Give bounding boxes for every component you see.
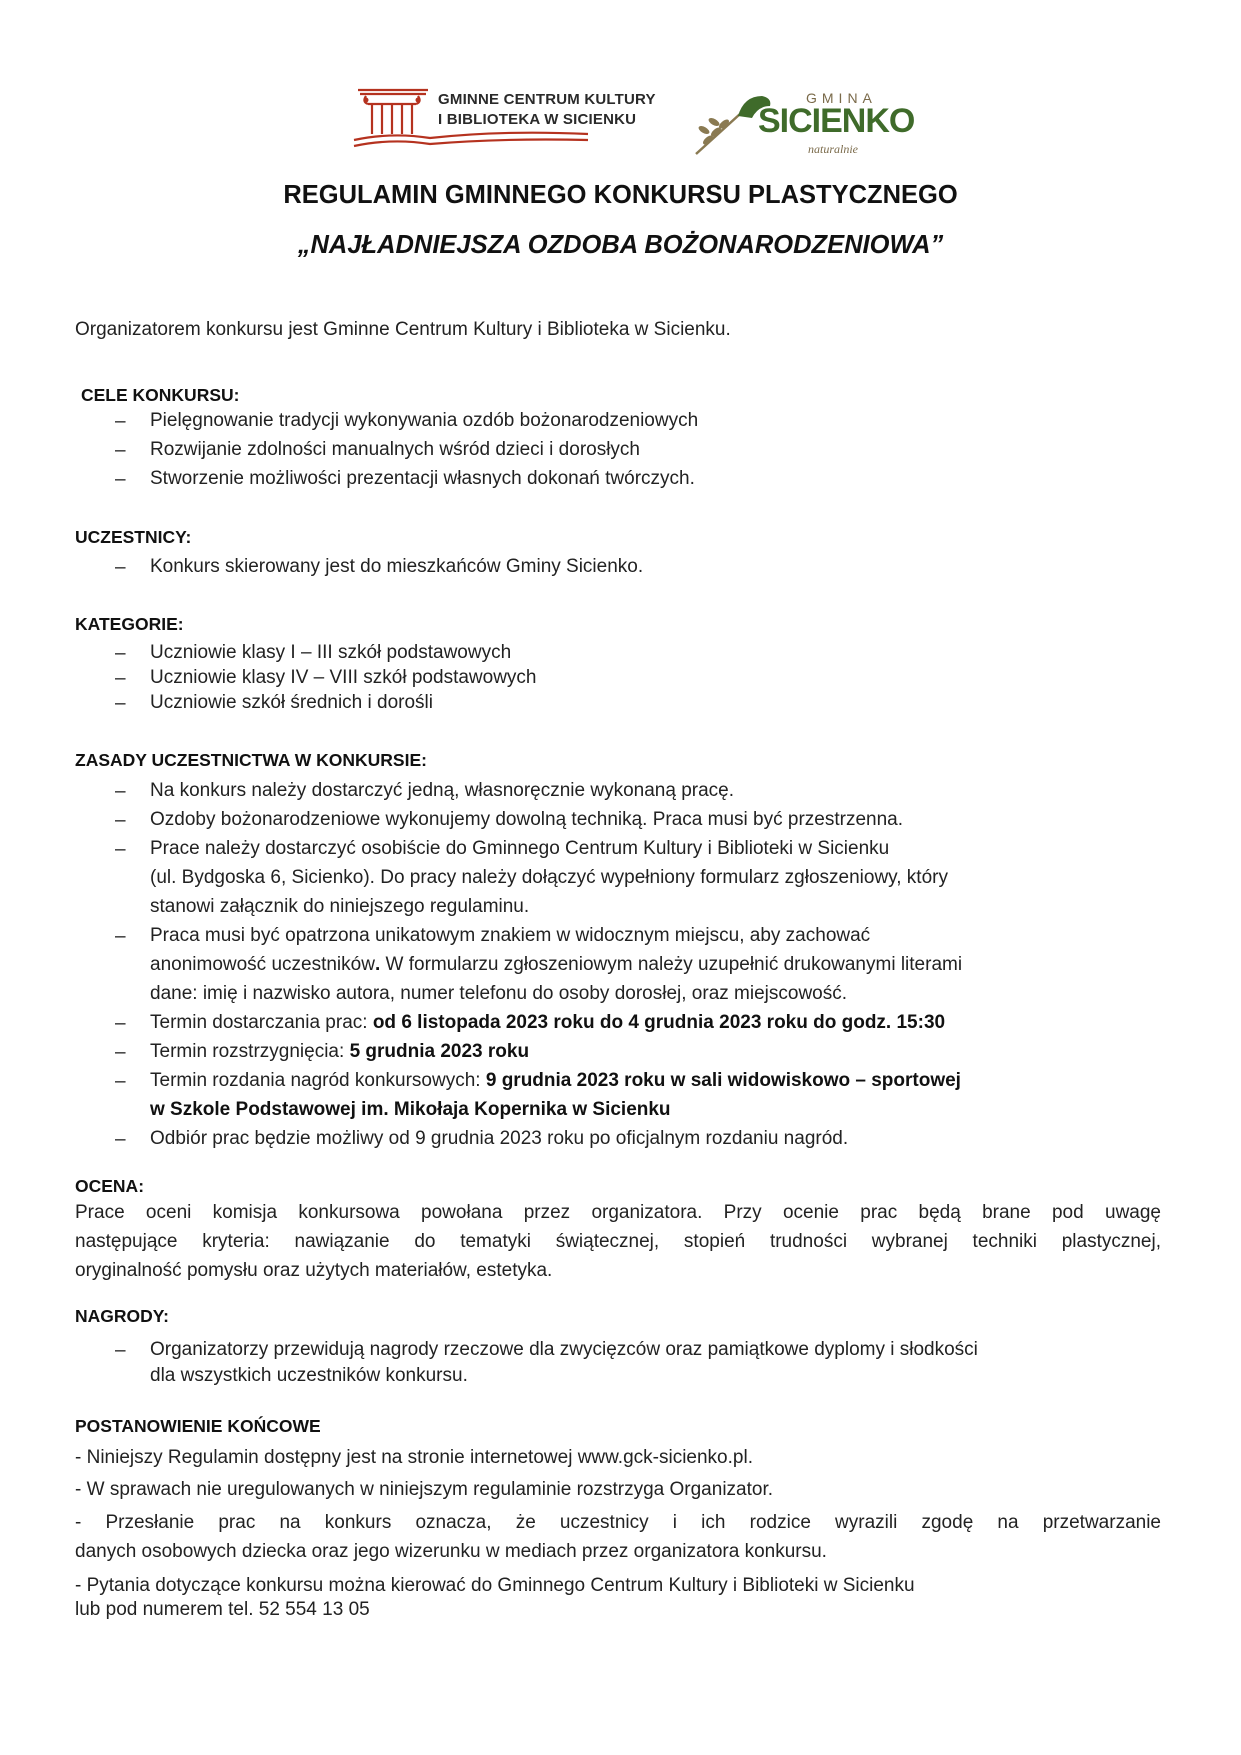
list-dash: – <box>115 469 126 490</box>
list-item-continuation <box>150 951 962 979</box>
final-provision-continuation: danych osobowych dziecka oraz jego wizerunku w mediach przez organizatora konkursu. <box>75 1541 827 1562</box>
awards-label: Termin rozdania nagród konkursowych: <box>150 1070 486 1091</box>
gck-logo-line1: GMINNE CENTRUM KULTURY <box>438 91 656 108</box>
section-heading-ocena: OCENA: <box>75 1176 145 1196</box>
resolution-date: 5 grudnia 2023 roku <box>349 1041 530 1062</box>
list-item: Rozwijanie zdolności manualnych wśród dzieci i dorosłych <box>150 439 641 460</box>
list-item-resolution-date <box>150 1038 529 1066</box>
list-item: Konkurs skierowany jest do mieszkańców Gminy Sicienko. <box>150 556 644 577</box>
list-item-continuation: stanowi załącznik do niniejszego regulaminu. <box>150 896 530 917</box>
list-item: Uczniowie szkół średnich i dorośli <box>150 692 433 713</box>
list-item: Prace należy dostarczyć osobiście do Gminnego Centrum Kultury i Biblioteki w Sicienku <box>150 838 890 859</box>
list-dash: – <box>115 1129 126 1150</box>
document-subtitle: „NAJŁADNIEJSZA OZDOBA BOŻONARODZENIOWA” <box>297 231 944 259</box>
list-dash: – <box>115 1071 126 1092</box>
list-item-continuation: (ul. Bydgoska 6, Sicienko). Do pracy należy dołączyć wypełniony formularz zgłoszeniowy, który <box>150 867 948 888</box>
list-dash: – <box>115 1013 126 1034</box>
list-dash: – <box>115 440 126 461</box>
resolution-label: Termin rozstrzygnięcia: <box>150 1041 350 1062</box>
list-item-awards-date <box>150 1067 961 1095</box>
list-dash: – <box>115 557 126 578</box>
section-heading-zasady: ZASADY UCZESTNICTWA W KONKURSIE: <box>75 750 427 770</box>
section-heading-uczestnicy: UCZESTNICY: <box>75 527 192 547</box>
final-provision: - Pytania dotyczące konkursu można kierować do Gminnego Centrum Kultury i Biblioteki w Sicienku <box>75 1575 915 1596</box>
list-item: Ozdoby bożonarodzeniowe wykonujemy dowolną techniką. Praca musi być przestrzenna. <box>150 809 904 830</box>
list-item-continuation: dane: imię i nazwisko autora, numer telefonu do osoby dorosłej, oraz miejscowość. <box>150 983 848 1004</box>
list-dash: – <box>115 411 126 432</box>
naturalnie-label: naturalnie <box>808 142 858 156</box>
ocena-line: oryginalność pomysłu oraz użytych materiałów, estetyka. <box>75 1260 553 1281</box>
list-dash: – <box>115 839 126 860</box>
list-item: Uczniowie klasy IV – VIII szkół podstawowych <box>150 667 537 688</box>
anonymity-text: anonimowość uczestników <box>150 954 375 975</box>
list-dash: – <box>115 1340 126 1361</box>
form-text: W formularzu zgłoszeniowym należy uzupełnić drukowanymi literami <box>380 954 963 975</box>
final-provision: - Niniejszy Regulamin dostępny jest na stronie internetowej www.gck-sicienko.pl. <box>75 1447 753 1468</box>
sicienko-label: SICIENKO <box>758 102 915 140</box>
list-item: Pielęgnowanie tradycji wykonywania ozdób bożonarodzeniowych <box>150 410 699 431</box>
list-item-continuation <box>150 1096 671 1124</box>
section-heading-cele: CELE KONKURSU: <box>81 385 240 405</box>
ocena-line: Prace oceni komisja konkursowa powołana przez organizatora. Przy ocenie prac będą brane pod uwagę <box>75 1202 1161 1223</box>
list-dash: – <box>115 668 126 689</box>
delivery-label: Termin dostarczania prac: <box>150 1012 373 1033</box>
list-dash: – <box>115 810 126 831</box>
gmina-sicienko-logo <box>688 84 915 160</box>
list-item: Organizatorzy przewidują nagrody rzeczowe dla zwycięzców oraz pamiątkowe dyplomy i słodkości <box>150 1339 978 1360</box>
document-title: REGULAMIN GMINNEGO KONKURSU PLASTYCZNEGO <box>283 181 958 209</box>
awards-date-place: 9 grudnia 2023 roku w sali widowiskowo – sportowej <box>485 1070 961 1091</box>
gck-logo-line2: I BIBLIOTEKA W SICIENKU <box>438 111 637 128</box>
section-heading-nagrody: NAGRODY: <box>75 1306 169 1326</box>
list-dash: – <box>115 926 126 947</box>
list-item: Odbiór prac będzie możliwy od 9 grudnia 2023 roku po oficjalnym rozdaniu nagród. <box>150 1128 849 1149</box>
list-item: Praca musi być opatrzona unikatowym znakiem w widocznym miejscu, aby zachować <box>150 925 871 946</box>
gmina-label: GMINA <box>806 90 877 106</box>
gck-logo <box>352 82 656 156</box>
delivery-dates: od 6 listopada 2023 roku do 4 grudnia 2023 roku do godz. 15:30 <box>372 1012 946 1033</box>
list-dash: – <box>115 693 126 714</box>
list-dash: – <box>115 781 126 802</box>
list-item: Uczniowie klasy I – III szkół podstawowych <box>150 642 512 663</box>
list-item: Stworzenie możliwości prezentacji własnych dokonań twórczych. <box>150 468 695 489</box>
list-item-delivery-deadline <box>150 1009 945 1037</box>
list-dash: – <box>115 643 126 664</box>
bold-period: . <box>374 954 381 975</box>
final-provision: - Przesłanie prac na konkurs oznacza, że uczestnicy i ich rodzice wyrazili zgodę na przetwarzanie <box>75 1512 1161 1533</box>
intro-text: Organizatorem konkursu jest Gminne Centrum Kultury i Biblioteka w Sicienku. <box>75 319 731 340</box>
list-item-continuation: dla wszystkich uczestników konkursu. <box>150 1365 468 1386</box>
list-dash: – <box>115 1042 126 1063</box>
list-item: Na konkurs należy dostarczyć jedną, własnoręcznie wykonaną pracę. <box>150 780 735 801</box>
section-heading-postanowienie: POSTANOWIENIE KOŃCOWE <box>75 1416 321 1436</box>
final-provision-continuation: lub pod numerem tel. 52 554 13 05 <box>75 1599 370 1620</box>
ocena-line: następujące kryteria: nawiązanie do tematyki świątecznej, stopień trudności wybranej techniki plastycznej, <box>75 1231 1161 1252</box>
awards-school: w Szkole Podstawowej im. Mikołaja Kopernika w Sicienku <box>150 1099 671 1120</box>
final-provision: - W sprawach nie uregulowanych w niniejszym regulaminie rozstrzyga Organizator. <box>75 1479 774 1500</box>
section-heading-kategorie: KATEGORIE: <box>75 614 184 634</box>
